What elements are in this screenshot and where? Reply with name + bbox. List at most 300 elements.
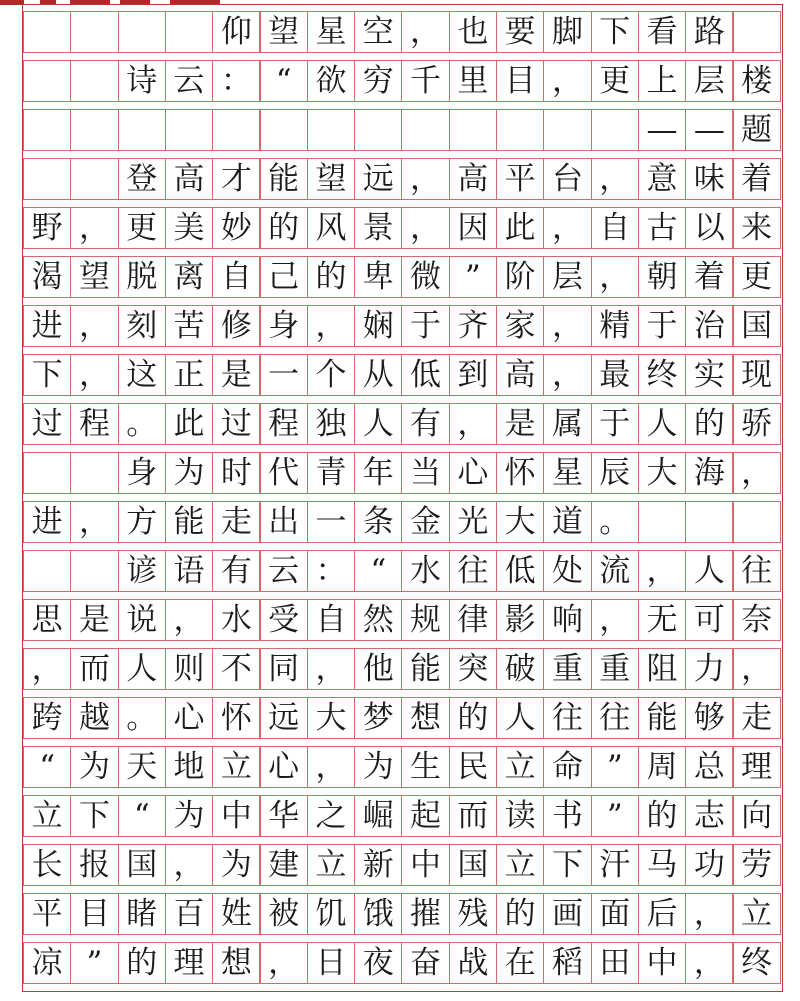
grid-cell: 国: [733, 305, 781, 347]
grid-cell: 后: [638, 893, 686, 935]
grid-cell: 大: [307, 697, 355, 739]
grid-cell: 渴: [23, 256, 71, 298]
grid-cell: 汗: [591, 844, 639, 886]
grid-cell: 水: [212, 599, 260, 641]
grid-cell: [260, 109, 308, 151]
grid-cell: [543, 109, 591, 151]
grid-cell: 流: [591, 550, 639, 592]
grid-cell: “: [260, 60, 308, 102]
grid-cell: [70, 60, 118, 102]
grid-cell: 一: [307, 501, 355, 543]
grid-cell: 残: [449, 893, 497, 935]
grid-cell: 生: [401, 746, 449, 788]
grid-cell: ，: [165, 844, 213, 886]
grid-cell: 进: [23, 501, 71, 543]
grid-cell: 破: [496, 648, 544, 690]
grid-cell: 味: [685, 158, 733, 200]
grid-cell: ，: [307, 305, 355, 347]
grid-cell: 云: [165, 60, 213, 102]
grid-cell: 则: [165, 648, 213, 690]
grid-cell: 此: [165, 403, 213, 445]
grid-cell: 己: [260, 256, 308, 298]
grid-cell: 登: [118, 158, 166, 200]
grid-cell: 身: [118, 452, 166, 494]
grid-cell: 凉: [23, 942, 71, 984]
grid-cell: 实: [685, 354, 733, 396]
grid-cell: 光: [449, 501, 497, 543]
grid-cell: “: [23, 746, 71, 788]
grid-cell: ，: [70, 354, 118, 396]
grid-cell: 下: [591, 11, 639, 53]
grid-cell: 日: [307, 942, 355, 984]
grid-cell: 人: [496, 697, 544, 739]
grid-cell: 星: [543, 452, 591, 494]
grid-cell: 过: [212, 403, 260, 445]
grid-cell: ，: [543, 207, 591, 249]
grid-cell: 说: [118, 599, 166, 641]
grid-cell: ，: [591, 158, 639, 200]
grid-cell: 夜: [354, 942, 402, 984]
grid-row: [23, 354, 782, 396]
grid-cell: 方: [118, 501, 166, 543]
grid-cell: 华: [260, 795, 308, 837]
grid-cell: 大: [496, 501, 544, 543]
grid-cell: 律: [449, 599, 497, 641]
grid-cell: 影: [496, 599, 544, 641]
grid-cell: [165, 109, 213, 151]
grid-row: [23, 501, 782, 543]
grid-row: [23, 305, 782, 347]
grid-cell: 怀: [496, 452, 544, 494]
grid-cell: 自: [212, 256, 260, 298]
grid-cell: 战: [449, 942, 497, 984]
grid-cell: 处: [543, 550, 591, 592]
grid-cell: 有: [212, 550, 260, 592]
grid-cell: 着: [685, 256, 733, 298]
grid-cell: 望: [260, 11, 308, 53]
grid-cell: 人: [118, 648, 166, 690]
grid-cell: 因: [449, 207, 497, 249]
grid-cell: 奈: [733, 599, 781, 641]
grid-cell: [118, 11, 166, 53]
grid-row: [23, 256, 782, 298]
grid-cell: “: [118, 795, 166, 837]
grid-cell: 条: [354, 501, 402, 543]
grid-cell: 海: [685, 452, 733, 494]
grid-cell: 欲: [307, 60, 355, 102]
grid-cell: 梦: [354, 697, 402, 739]
grid-cell: 规: [401, 599, 449, 641]
grid-cell: 下: [70, 795, 118, 837]
grid-cell: 画: [543, 893, 591, 935]
grid-cell: ，: [70, 501, 118, 543]
grid-cell: 于: [401, 305, 449, 347]
grid-cell: 立: [23, 795, 71, 837]
grid-cell: [401, 109, 449, 151]
grid-cell: 出: [260, 501, 308, 543]
grid-cell: [449, 109, 497, 151]
grid-cell: 的: [496, 893, 544, 935]
grid-cell: 谚: [118, 550, 166, 592]
grid-cell: 读: [496, 795, 544, 837]
grid-cell: 从: [354, 354, 402, 396]
grid-cell: 程: [260, 403, 308, 445]
grid-cell: 。: [591, 501, 639, 543]
essay-grid-paper: [22, 4, 783, 992]
grid-row: [23, 746, 782, 788]
grid-cell: 思: [23, 599, 71, 641]
grid-cell: 诗: [118, 60, 166, 102]
grid-cell: 修: [212, 305, 260, 347]
grid-cell: 功: [685, 844, 733, 886]
grid-cell: 为: [212, 844, 260, 886]
grid-cell: 微: [401, 256, 449, 298]
grid-cell: 层: [685, 60, 733, 102]
grid-cell: 大: [638, 452, 686, 494]
grid-cell: [70, 550, 118, 592]
grid-cell: 到: [449, 354, 497, 396]
grid-cell: ：: [307, 550, 355, 592]
grid-cell: 语: [165, 550, 213, 592]
grid-cell: 饿: [354, 893, 402, 935]
grid-cell: 有: [401, 403, 449, 445]
grid-cell: ，: [449, 403, 497, 445]
grid-cell: 长: [23, 844, 71, 886]
grid-cell: 人: [638, 403, 686, 445]
grid-cell: ，: [260, 942, 308, 984]
grid-cell: 同: [260, 648, 308, 690]
grid-cell: 理: [165, 942, 213, 984]
grid-cell: 立: [733, 893, 781, 935]
grid-cell: 更: [591, 60, 639, 102]
grid-cell: 楼: [733, 60, 781, 102]
grid-cell: 立: [496, 844, 544, 886]
grid-cell: 突: [449, 648, 497, 690]
grid-cell: 要: [496, 11, 544, 53]
grid-cell: 精: [591, 305, 639, 347]
grid-cell: ，: [543, 354, 591, 396]
grid-cell: [23, 550, 71, 592]
grid-cell: ”: [591, 746, 639, 788]
grid-cell: 现: [733, 354, 781, 396]
grid-cell: 能: [165, 501, 213, 543]
grid-cell: —: [638, 109, 686, 151]
grid-cell: 志: [685, 795, 733, 837]
grid-cell: 立: [307, 844, 355, 886]
grid-cell: 星: [307, 11, 355, 53]
grid-cell: [70, 452, 118, 494]
grid-cell: [23, 158, 71, 200]
grid-cell: ，: [685, 893, 733, 935]
grid-cell: 奋: [401, 942, 449, 984]
grid-cell: 的: [685, 403, 733, 445]
grid-cell: 往: [449, 550, 497, 592]
grid-cell: 古: [638, 207, 686, 249]
grid-cell: 心: [165, 697, 213, 739]
grid-cell: 为: [70, 746, 118, 788]
grid-cell: 看: [638, 11, 686, 53]
grid-cell: ，: [307, 746, 355, 788]
grid-cell: 更: [118, 207, 166, 249]
grid-cell: 。: [118, 697, 166, 739]
grid-cell: 受: [260, 599, 308, 641]
grid-cell: [496, 109, 544, 151]
grid-cell: 理: [733, 746, 781, 788]
grid-cell: 无: [638, 599, 686, 641]
grid-cell: 重: [591, 648, 639, 690]
grid-cell: 苦: [165, 305, 213, 347]
grid-row: [23, 452, 782, 494]
grid-cell: 最: [591, 354, 639, 396]
grid-cell: 国: [118, 844, 166, 886]
grid-row: [23, 795, 782, 837]
grid-cell: 睹: [118, 893, 166, 935]
grid-cell: 稻: [543, 942, 591, 984]
grid-cell: 百: [165, 893, 213, 935]
grid-cell: 千: [401, 60, 449, 102]
grid-cell: 的: [449, 697, 497, 739]
grid-cell: ，: [401, 207, 449, 249]
grid-cell: 更: [733, 256, 781, 298]
grid-cell: 然: [354, 599, 402, 641]
grid-cell: 心: [260, 746, 308, 788]
grid-cell: 报: [70, 844, 118, 886]
grid-cell: 骄: [733, 403, 781, 445]
grid-cell: 空: [354, 11, 402, 53]
grid-cell: 田: [591, 942, 639, 984]
grid-cell: 进: [23, 305, 71, 347]
grid-cell: —: [685, 109, 733, 151]
grid-cell: 下: [543, 844, 591, 886]
grid-cell: 往: [591, 697, 639, 739]
grid-cell: 往: [543, 697, 591, 739]
grid-cell: 于: [591, 403, 639, 445]
grid-cell: 总: [685, 746, 733, 788]
grid-cell: 意: [638, 158, 686, 200]
grid-cell: 力: [685, 648, 733, 690]
grid-cell: 低: [401, 354, 449, 396]
grid-cell: 低: [496, 550, 544, 592]
grid-cell: 里: [449, 60, 497, 102]
grid-cell: 远: [260, 697, 308, 739]
grid-cell: ，: [543, 60, 591, 102]
grid-cell: [118, 109, 166, 151]
grid-cell: 平: [23, 893, 71, 935]
grid-cell: 劳: [733, 844, 781, 886]
grid-cell: 中: [401, 844, 449, 886]
grid-cell: 是: [496, 403, 544, 445]
grid-cell: [591, 109, 639, 151]
grid-cell: [23, 452, 71, 494]
grid-cell: 而: [449, 795, 497, 837]
grid-row: [23, 648, 782, 690]
grid-cell: [23, 60, 71, 102]
grid-cell: 而: [70, 648, 118, 690]
grid-cell: 往: [733, 550, 781, 592]
grid-cell: 风: [307, 207, 355, 249]
grid-cell: 怀: [212, 697, 260, 739]
grid-cell: 一: [260, 354, 308, 396]
grid-cell: 此: [496, 207, 544, 249]
grid-cell: ，: [307, 648, 355, 690]
grid-cell: ，: [591, 599, 639, 641]
grid-cell: [70, 109, 118, 151]
grid-row: [23, 403, 782, 445]
grid-cell: 能: [401, 648, 449, 690]
grid-cell: 终: [638, 354, 686, 396]
grid-cell: [212, 109, 260, 151]
grid-cell: 命: [543, 746, 591, 788]
grid-row: [23, 11, 782, 53]
grid-cell: [354, 109, 402, 151]
grid-cell: 能: [260, 158, 308, 200]
grid-cell: 民: [449, 746, 497, 788]
grid-cell: 题: [733, 109, 781, 151]
grid-cell: 金: [401, 501, 449, 543]
grid-row: [23, 844, 782, 886]
grid-cell: 穷: [354, 60, 402, 102]
grid-cell: 来: [733, 207, 781, 249]
grid-cell: 立: [496, 746, 544, 788]
grid-cell: 是: [212, 354, 260, 396]
grid-cell: 被: [260, 893, 308, 935]
grid-cell: 建: [260, 844, 308, 886]
grid-cell: 天: [118, 746, 166, 788]
grid-cell: ，: [733, 648, 781, 690]
grid-cell: 的: [118, 942, 166, 984]
grid-cell: 走: [212, 501, 260, 543]
grid-cell: 卑: [354, 256, 402, 298]
grid-cell: 不: [212, 648, 260, 690]
grid-cell: 属: [543, 403, 591, 445]
grid-cell: 朝: [638, 256, 686, 298]
grid-cell: 崛: [354, 795, 402, 837]
grid-cell: 望: [307, 158, 355, 200]
grid-cell: 时: [212, 452, 260, 494]
grid-cell: 当: [401, 452, 449, 494]
grid-cell: 过: [23, 403, 71, 445]
grid-cell: 够: [685, 697, 733, 739]
grid-cell: [23, 11, 71, 53]
grid-cell: [638, 501, 686, 543]
grid-cell: ，: [70, 207, 118, 249]
grid-cell: 娴: [354, 305, 402, 347]
grid-cell: 重: [543, 648, 591, 690]
grid-cell: 姓: [212, 893, 260, 935]
grid-cell: ，: [638, 550, 686, 592]
grid-cell: 心: [449, 452, 497, 494]
grid-cell: 高: [165, 158, 213, 200]
grid-cell: 着: [733, 158, 781, 200]
grid-row: [23, 599, 782, 641]
grid-cell: 高: [496, 354, 544, 396]
grid-cell: [70, 158, 118, 200]
grid-cell: ，: [401, 158, 449, 200]
grid-cell: 道: [543, 501, 591, 543]
grid-cell: 国: [449, 844, 497, 886]
grid-cell: 正: [165, 354, 213, 396]
grid-cell: 走: [733, 697, 781, 739]
grid-cell: [23, 109, 71, 151]
grid-cell: 仰: [212, 11, 260, 53]
grid-row: [23, 158, 782, 200]
grid-cell: ，: [23, 648, 71, 690]
grid-cell: ，: [401, 11, 449, 53]
grid-cell: [307, 109, 355, 151]
grid-row: [23, 942, 782, 984]
grid-cell: “: [354, 550, 402, 592]
grid-cell: 的: [260, 207, 308, 249]
grid-cell: 越: [70, 697, 118, 739]
grid-cell: 平: [496, 158, 544, 200]
grid-cell: 独: [307, 403, 355, 445]
grid-cell: 离: [165, 256, 213, 298]
grid-cell: 人: [685, 550, 733, 592]
grid-cell: 脱: [118, 256, 166, 298]
grid-cell: 景: [354, 207, 402, 249]
grid-cell: 的: [307, 256, 355, 298]
grid-cell: 起: [401, 795, 449, 837]
grid-cell: 齐: [449, 305, 497, 347]
grid-cell: 为: [165, 452, 213, 494]
grid-cell: 人: [354, 403, 402, 445]
grid-cell: 妙: [212, 207, 260, 249]
grid-cell: 书: [543, 795, 591, 837]
grid-cell: [165, 11, 213, 53]
grid-cell: 以: [685, 207, 733, 249]
grid-cell: 年: [354, 452, 402, 494]
grid-cell: 面: [591, 893, 639, 935]
grid-cell: ”: [591, 795, 639, 837]
grid-cell: 层: [543, 256, 591, 298]
grid-cell: 之: [307, 795, 355, 837]
grid-cell: 个: [307, 354, 355, 396]
grid-cell: [733, 11, 781, 53]
grid-cell: 可: [685, 599, 733, 641]
grid-row: [23, 207, 782, 249]
grid-cell: 自: [307, 599, 355, 641]
grid-cell: 目: [70, 893, 118, 935]
grid-cell: 向: [733, 795, 781, 837]
grid-cell: 。: [118, 403, 166, 445]
grid-cell: 身: [260, 305, 308, 347]
grid-cell: ，: [165, 599, 213, 641]
grid-cell: 美: [165, 207, 213, 249]
grid-cell: ，: [591, 256, 639, 298]
grid-cell: 响: [543, 599, 591, 641]
grid-cell: 才: [212, 158, 260, 200]
grid-cell: 家: [496, 305, 544, 347]
grid-cell: ：: [212, 60, 260, 102]
grid-cell: 刻: [118, 305, 166, 347]
grid-cell: 台: [543, 158, 591, 200]
grid-cell: 云: [260, 550, 308, 592]
grid-row: [23, 697, 782, 739]
grid-cell: 高: [449, 158, 497, 200]
grid-cell: 马: [638, 844, 686, 886]
grid-cell: 为: [165, 795, 213, 837]
grid-cell: 脚: [543, 11, 591, 53]
grid-cell: 为: [354, 746, 402, 788]
grid-cell: 想: [401, 697, 449, 739]
grid-cell: 他: [354, 648, 402, 690]
grid-cell: [733, 501, 781, 543]
grid-cell: 代: [260, 452, 308, 494]
grid-cell: ”: [70, 942, 118, 984]
grid-cell: 治: [685, 305, 733, 347]
grid-cell: 上: [638, 60, 686, 102]
grid-cell: 青: [307, 452, 355, 494]
